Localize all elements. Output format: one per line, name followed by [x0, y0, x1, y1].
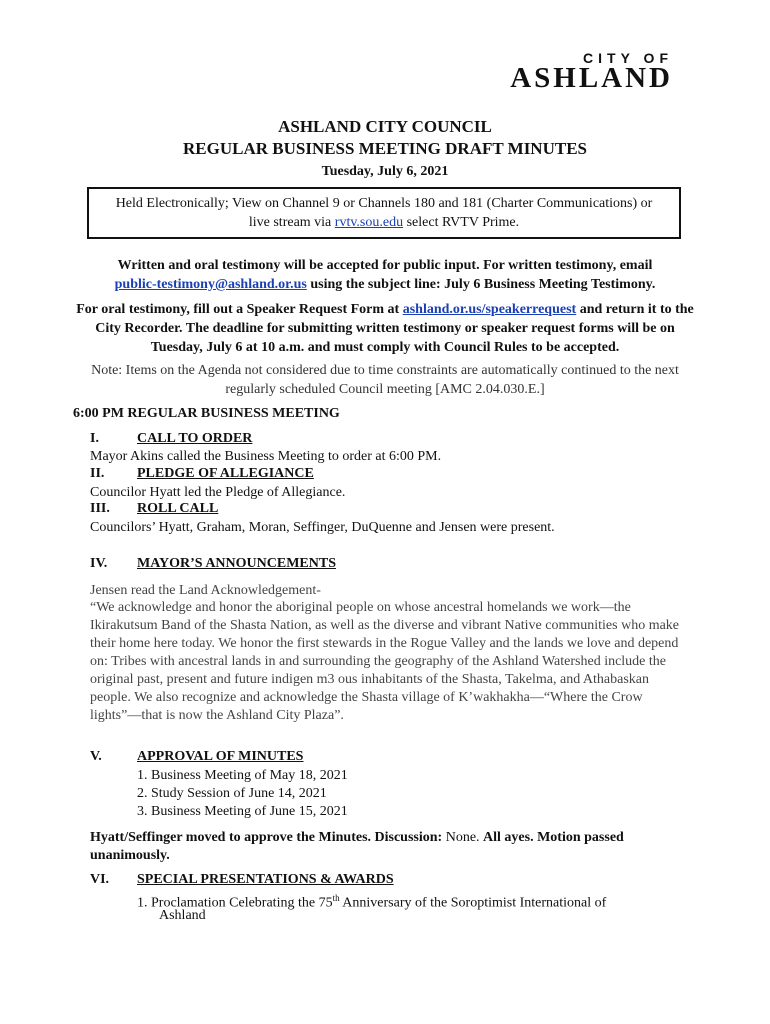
section-5-number: V. — [90, 749, 102, 764]
rvtv-link[interactable]: rvtv.sou.edu — [334, 215, 404, 230]
notice-line-2 — [89, 213, 679, 232]
oral-post: and return it to the City Recorder. The deadline for submitting written testimony or speaker request forms will be on Tuesday, July 6 at 10 a.m. and must comply with Council Rules to be accepted. — [95, 302, 694, 355]
section-6-title: SPECIAL PRESENTATIONS & AWARDS — [137, 872, 394, 887]
section-3-number: III. — [90, 501, 110, 516]
presentation-sup: th — [332, 893, 340, 903]
broadcast-notice-box — [87, 187, 681, 239]
agenda-note: Note: Items on the Agenda not considered due to time constraints are automatically continued to the next regularly scheduled Council meeting [AMC 2.04.030.E.] — [91, 363, 679, 397]
presentation-post: Anniversary of the Soroptimist International of — [339, 895, 607, 911]
testimony-line-2-post: using the subject line: July 6 Business Meeting Testimony. — [306, 277, 656, 292]
notice-line-2-post: select RVTV Prime. — [403, 215, 520, 230]
section-2-number: II. — [90, 466, 105, 481]
motion-c: All ayes. Motion passed unanimously. — [90, 830, 624, 863]
section-5-title: APPROVAL OF MINUTES — [137, 749, 304, 764]
presentation-item-1 — [137, 889, 606, 913]
section-4-intro: Jensen read the Land Acknowledgement- — [90, 583, 321, 598]
section-1-title: CALL TO ORDER — [137, 431, 253, 446]
section-2-title: PLEDGE OF ALLEGIANCE — [137, 466, 314, 481]
minutes-item-3: 3. Business Meeting of June 15, 2021 — [137, 804, 348, 819]
meeting-header: 6:00 PM REGULAR BUSINESS MEETING — [73, 406, 340, 421]
land-acknowledgement-quote: “We acknowledge and honor the aboriginal people on whose ancestral homelands we work—the Ikirakutsum Band of the Shasta Nation, as well as the diverse and vibrant Native communities who make their home here today. We honor the first stewards in the Rogue Valley and the lands we love and depend on: Tribes with ancestral lands in and surrounding the geography of the Ashland Watershed include the original past, present and future indigen m3 ous inhabitants of the Shasta, Takelma, and Athabaskan people. We also recognize and acknowledge the Shasta village of K’wakhakha—“Where the Crow lights”—that is now the Ashland City Plaza”. — [90, 600, 680, 723]
presentation-item-1-cont: Ashland — [159, 908, 206, 923]
section-6-number: VI. — [90, 872, 110, 887]
section-1-text: Mayor Akins called the Business Meeting to order at 6:00 PM. — [90, 449, 442, 464]
oral-testimony-paragraph — [70, 300, 700, 357]
oral-pre: For oral testimony, fill out a Speaker Request Form at — [76, 302, 403, 317]
notice-line-2-pre: live stream via — [248, 215, 335, 230]
city-logo — [510, 50, 673, 93]
council-title: ASHLAND CITY COUNCIL — [278, 117, 492, 136]
logo-ashland: ASHLAND — [510, 62, 673, 94]
motion-b: None. — [442, 830, 484, 845]
section-3-title: ROLL CALL — [137, 501, 219, 516]
minutes-motion — [90, 829, 690, 865]
meeting-date: Tuesday, July 6, 2021 — [321, 164, 449, 179]
testimony-email-link[interactable]: public-testimony@ashland.or.us — [114, 277, 307, 292]
notice-line-1: Held Electronically; View on Channel 9 or Channels 180 and 181 (Charter Communications) or — [115, 196, 653, 211]
section-2-text: Councilor Hyatt led the Pledge of Allegiance. — [90, 485, 346, 500]
testimony-line-2 — [70, 275, 700, 294]
motion-a: Hyatt/Seffinger moved to approve the Minutes. Discussion: — [90, 830, 443, 845]
testimony-paragraph — [70, 256, 700, 294]
minutes-item-1: 1. Business Meeting of May 18, 2021 — [137, 768, 348, 783]
testimony-line-1: Written and oral testimony will be accepted for public input. For written testimony, email — [117, 258, 653, 273]
logo-city-of: CITY OF — [583, 50, 673, 66]
presentation-pre: 1. Proclamation Celebrating the 75 — [137, 895, 333, 911]
section-4-number: IV. — [90, 556, 108, 571]
section-1-number: I. — [90, 431, 99, 446]
section-3-text: Councilors’ Hyatt, Graham, Moran, Seffinger, DuQuenne and Jensen were present. — [90, 520, 555, 535]
speaker-request-link[interactable]: ashland.or.us/speakerrequest — [402, 302, 577, 317]
minutes-item-2: 2. Study Session of June 14, 2021 — [137, 786, 327, 801]
minutes-title: REGULAR BUSINESS MEETING DRAFT MINUTES — [183, 139, 587, 158]
section-4-title: MAYOR’S ANNOUNCEMENTS — [137, 556, 337, 571]
